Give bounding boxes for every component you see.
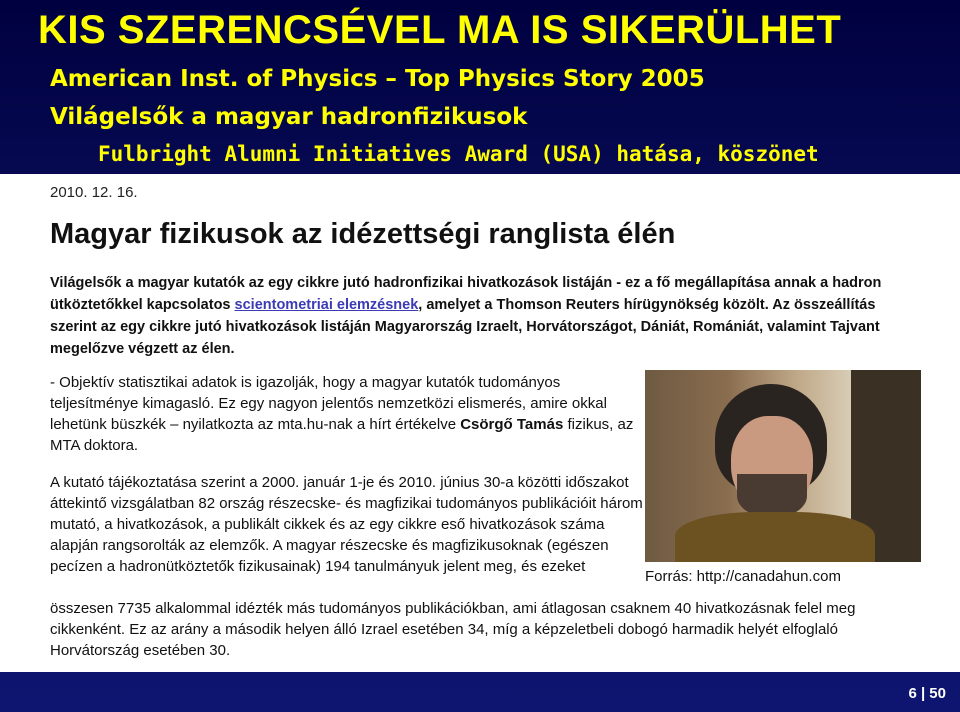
article-lead <box>50 272 920 360</box>
quote-person-name: Csörgő Tamás <box>460 416 564 433</box>
article-paragraph-study: A kutató tájékoztatása szerint a 2000. január 1-je és 2010. június 30-a közötti időszakot áttekintő vizsgálatban 82 ország részecske- és magfizikai tudományos publikációit három mutató, a hivatkozások, a publikált cikkek és az egy cikkre eső hivatkozások száma alapján rangsorolták az elemzők. A magyar részecske és magfizikusoknak (egészen pecízen a hadronütköztetők fizikusainak) 194 tanulmányuk jelent meg, és ezeket <box>50 474 643 575</box>
lead-text-end: , amelyet a Thomson Reuters hírügynökség közölt. Az összeállítás szerint az egy cikkre jutó hivatkozások listáján Magyarország Izraelt, Horvátországot, Dániát, Romániát, valamint Tajvant megelőzve végzett az élen. <box>50 297 880 357</box>
page-number: 6 | 50 <box>908 685 946 702</box>
portrait-photo <box>645 370 921 562</box>
photo-credit: Forrás: http://canadahun.com <box>645 568 841 585</box>
quote-tail: fizikus, az MTA doktora. <box>50 416 634 454</box>
slide-title: KIS SZERENCSÉVEL MA IS SIKERÜLHET <box>38 8 842 52</box>
lead-text-start: Világelsők a magyar kutatók az egy cikkre jutó hadronfizikai hivatkozások listáján - ez a fő megállapítása annak a hadron ütköztetőkkel kapcsolatos <box>50 275 882 313</box>
subtitle-aip: American Inst. of Physics – Top Physics Story 2005 <box>50 66 705 92</box>
article-headline: Magyar fizikusok az idézettségi ranglista élén <box>50 218 676 250</box>
article-paragraph-citations: összesen 7735 alkalommal idézték más tudományos publikációkban, ami átlagosan csaknem 40 hivatkozásnak felel meg cikkenként. Ez az arány a második helyen álló Izrael esetében 34, míg a képzeletbeli dobogó harmadik helyét elfoglaló Horvátország esetében 30. <box>50 600 856 659</box>
article-date: 2010. 12. 16. <box>50 184 138 201</box>
subtitle-fulbright: Fulbright Alumni Initiatives Award (USA) hatása, köszönet <box>98 142 819 166</box>
quote-text: - Objektív statisztikai adatok is igazolják, hogy a magyar kutatók tudományos teljesítménye kimagasló. Ez egy nagyon jelentős nemzetközi elismerés, amire okkal lehetünk büszkék – nyilatkozta az mta.hu-nak a hírt értékelve <box>50 374 607 433</box>
subtitle-world-leaders: Világelsők a magyar hadronfizikusok <box>50 104 528 130</box>
photo-shirt <box>675 512 875 562</box>
article-quote <box>50 372 646 456</box>
news-article-screenshot <box>0 174 960 672</box>
scientometrics-link[interactable]: scientometriai elemzésnek <box>234 297 419 313</box>
